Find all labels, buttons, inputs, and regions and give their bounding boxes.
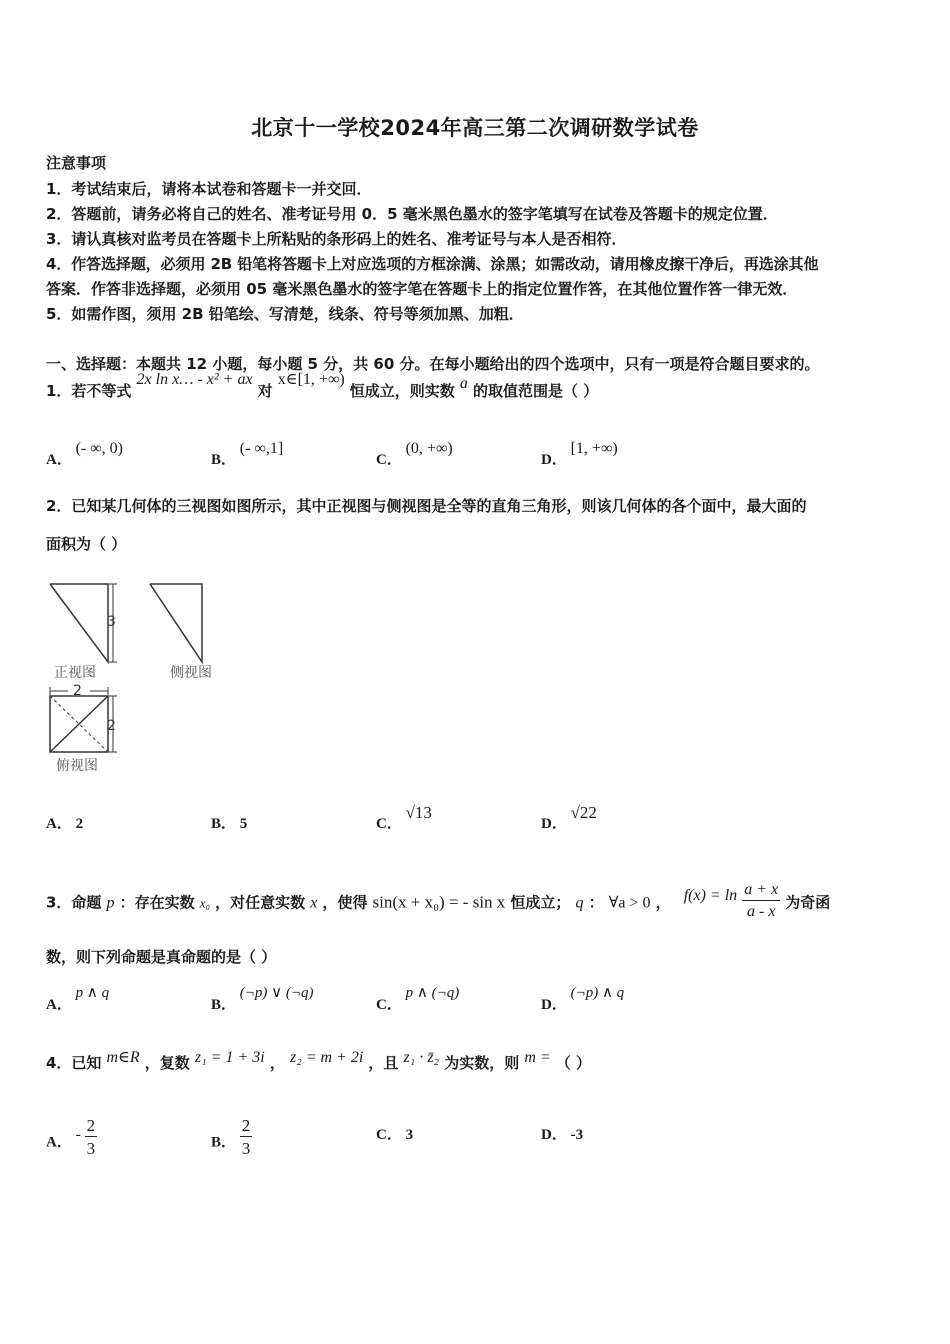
option-fraction — [85, 1117, 98, 1157]
option-value: p ∧ q — [75, 985, 110, 1001]
q1-domain: x∈[1, +∞) — [277, 371, 345, 388]
q3-text: ： — [588, 893, 604, 912]
option-value: (- ∞,1] — [239, 440, 284, 457]
side-view-label: 侧视图 — [170, 665, 212, 681]
width-label: 2 — [73, 683, 82, 699]
side-view — [150, 584, 202, 662]
q4-m-domain: m∈R — [106, 1049, 140, 1066]
option-label: B． — [211, 997, 237, 1013]
q4-option-b[interactable] — [211, 1116, 252, 1163]
q3-option-b[interactable] — [211, 985, 314, 1014]
q4-text: ， — [269, 1054, 285, 1072]
q1-option-c[interactable] — [376, 440, 453, 469]
q3-text: ， — [655, 893, 671, 912]
option-value: (¬p) ∧ q — [570, 985, 625, 1001]
q3-line2: 数，则下列命题是真命题的是（ ） — [46, 948, 277, 966]
option-label: A． — [46, 452, 72, 468]
option-value: (- ∞, 0) — [75, 440, 123, 457]
fraction-denominator: 3 — [241, 1139, 251, 1158]
note-item: 1．考试结束后，请将本试卷和答题卡一并交回． — [46, 180, 372, 198]
option-label: B． — [211, 816, 237, 832]
q3-text: ，使得 — [322, 893, 368, 912]
q1-option-b[interactable] — [211, 440, 284, 469]
q4-option-a[interactable] — [46, 1116, 97, 1163]
q4-product: z₁ · z̄₂ — [403, 1049, 440, 1066]
q3-option-c[interactable] — [376, 985, 460, 1014]
option-label: D． — [541, 1127, 567, 1143]
q1-var: a — [459, 375, 468, 392]
q3-x: x — [310, 894, 318, 912]
q3-option-a[interactable] — [46, 985, 110, 1014]
q3-q: q — [575, 894, 584, 912]
option-value: 3 — [405, 1127, 414, 1143]
q3-condition: ∀a > 0 — [608, 894, 651, 912]
q2-option-c[interactable] — [376, 803, 432, 833]
q2-option-a[interactable] — [46, 812, 83, 833]
q4-option-c[interactable] — [376, 1123, 413, 1144]
option-label: D． — [541, 816, 567, 832]
q1-inequality: 2x ln x… - x² + ax — [136, 371, 253, 388]
three-view-figure — [44, 576, 234, 776]
option-value: √22 — [570, 803, 597, 822]
q2-option-d[interactable] — [541, 803, 597, 833]
option-label: C． — [376, 1127, 402, 1143]
q3-function: f(x) = ln — [683, 886, 738, 904]
q1-suffix1: 恒成立，则实数 — [349, 382, 455, 400]
option-label: A． — [46, 997, 72, 1013]
fraction-denominator: 3 — [86, 1139, 96, 1158]
option-value: p ∧ (¬q) — [405, 985, 460, 1001]
q3-p: p — [106, 894, 115, 912]
option-value: 2 — [75, 816, 84, 832]
option-label: A． — [46, 816, 72, 832]
fraction-numerator: 2 — [86, 1116, 96, 1135]
q3-text: 3．命题 — [46, 893, 102, 912]
note-item: 4．作答选择题，必须用 2B 铅笔将答题卡上对应选项的方框涂满、涂黑；如需改动，请用橡皮擦干净后，再选涂其他 — [46, 255, 819, 273]
option-sign: - — [75, 1126, 81, 1144]
q2-line1: 2．已知某几何体的三视图如图所示，其中正视图与侧视图是全等的直角三角形，则该几何体的各个面中，最大面的 — [46, 497, 807, 515]
note-item: 2．答题前，请务必将自己的姓名、准考证号用 0．5 毫米黑色墨水的签字笔填写在试卷及答题卡的规定位置． — [46, 205, 778, 223]
option-label: C． — [376, 452, 402, 468]
q1-option-d[interactable] — [541, 440, 618, 469]
height-label: 3 — [107, 614, 116, 630]
option-value: -3 — [570, 1127, 584, 1143]
fraction-numerator: 2 — [241, 1116, 251, 1135]
q4-text: 为实数，则 — [444, 1054, 520, 1072]
option-label: B． — [211, 1134, 237, 1151]
q4-z1: z₁ = 1 + 3i — [194, 1049, 265, 1066]
q3-equation: sin(x + x₀) = - sin x — [372, 892, 506, 912]
note-item: 5．如需作图，须用 2B 铅笔绘、写清楚，线条、符号等须加黑、加粗． — [46, 305, 524, 323]
fraction-denominator: a - x — [746, 903, 776, 920]
top-view-label: 俯视图 — [56, 758, 98, 774]
q3-text: 恒成立； — [510, 893, 571, 912]
q1-mid: 对 — [257, 382, 273, 400]
q4-text: （ ） — [555, 1054, 591, 1072]
option-label: A． — [46, 1134, 72, 1151]
depth-label: 2 — [107, 718, 116, 734]
q1-prefix: 1．若不等式 — [46, 382, 132, 400]
note-item: 3．请认真核对监考员在答题卡上所粘贴的条形码上的姓名、准考证号与本人是否相符． — [46, 230, 627, 248]
fraction-numerator: a + x — [742, 882, 780, 901]
option-label: C． — [376, 997, 402, 1013]
q4-z2: z₂ = m + 2i — [289, 1049, 364, 1066]
q3-fraction — [742, 882, 780, 920]
question-4 — [46, 1049, 591, 1073]
q3-text: ：存在实数 — [119, 893, 195, 912]
option-label: D． — [541, 997, 567, 1013]
q2-line2: 面积为（ ） — [46, 535, 127, 553]
section-heading: 一、选择题：本题共 12 小题，每小题 5 分，共 60 分。在每小题给出的四个选项中，只有一项是符合题目要求的。 — [46, 355, 820, 373]
q3-option-d[interactable] — [541, 985, 625, 1014]
q4-text: ，且 — [368, 1054, 399, 1072]
option-value: [1, +∞) — [570, 440, 618, 457]
option-value: (¬p) ∨ (¬q) — [239, 985, 314, 1001]
option-fraction — [240, 1117, 253, 1157]
q4-m-eq: m = — [524, 1049, 551, 1066]
option-value: √13 — [405, 803, 432, 822]
q4-option-d[interactable] — [541, 1123, 583, 1144]
q1-option-a[interactable] — [46, 440, 123, 469]
q2-option-b[interactable] — [211, 812, 247, 833]
option-label: B． — [211, 452, 237, 468]
q4-text: 4．已知 — [46, 1054, 102, 1072]
page-title: 北京十一学校2024年高三第二次调研数学试卷 — [251, 116, 699, 140]
q3-text: ，对任意实数 — [215, 893, 306, 912]
front-view — [50, 584, 108, 662]
notes-heading: 注意事项 — [46, 154, 107, 172]
option-label: C． — [376, 816, 402, 832]
q3-x0: x₀ — [199, 895, 211, 911]
option-value: (0, +∞) — [405, 440, 453, 457]
question-1 — [46, 371, 599, 401]
option-value: 5 — [239, 816, 248, 832]
q3-text: 为奇函 — [785, 893, 831, 912]
q4-text: ，复数 — [144, 1054, 190, 1072]
question-3 — [46, 881, 831, 922]
front-view-label: 正视图 — [54, 665, 96, 681]
option-label: D． — [541, 452, 567, 468]
q1-suffix2: 的取值范围是（ ） — [472, 382, 599, 400]
note-item: 答案．作答非选择题，必须用 05 毫米黑色墨水的签字笔在答题卡上的指定位置作答，在其他位置作答一律无效． — [46, 280, 798, 298]
